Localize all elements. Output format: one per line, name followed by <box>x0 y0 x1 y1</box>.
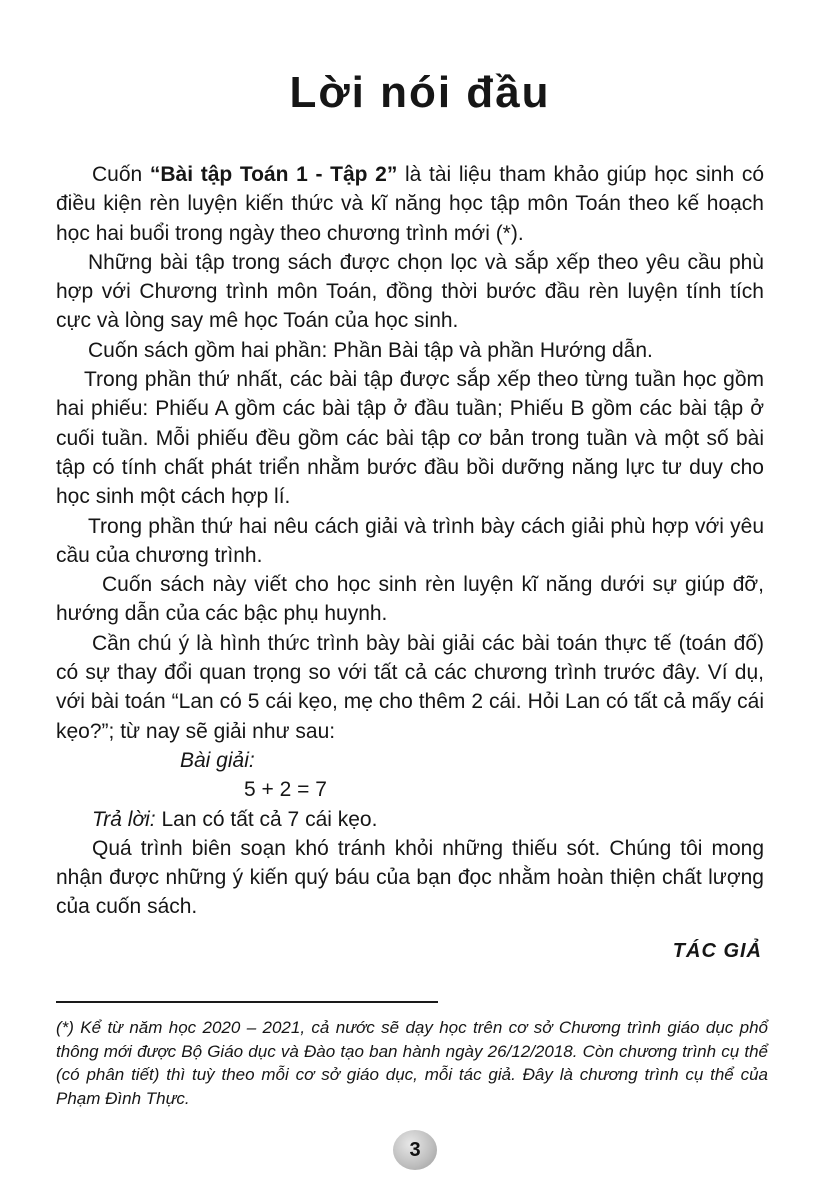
author-signature: TÁC GIẢ <box>672 940 762 962</box>
paragraph-example: Cần chú ý là hình thức trình bày bài giải các bài toán thực tế (toán đố) có sự thay đổi quan trọng so với tất cả các chương trình trước đây. Ví dụ, với bài toán “Lan có 5 cái kẹo, mẹ cho thêm 2 cái. Hỏi Lan có tất cả mấy cái kẹo?”; từ nay sẽ giải như sau: <box>56 631 764 743</box>
paragraph-part-two: Trong phần thứ hai nêu cách giải và trình bày cách giải phù hợp với yêu cầu của chương trình. <box>56 514 764 567</box>
answer-label: Trả lời: <box>92 807 156 831</box>
paragraph-closing: Quá trình biên soạn khó tránh khỏi những thiếu sót. Chúng tôi mong nhận được những ý kiến quý báu của bạn đọc nhằm hoàn thiện chất lượng của cuốn sách. <box>56 836 764 919</box>
paragraph-part-one: Trong phần thứ nhất, các bài tập được sắp xếp theo từng tuần học gồm hai phiếu: Phiếu A gồm các bài tập ở đầu tuần; Phiếu B gồm các bài tập ở cuối tuần. Mỗi phiếu đều gồm các bài tập cơ bản trong tuần và một số bài tập có tính chất phát triển nhằm bước đầu bồi dưỡng năng lực tư duy cho học sinh một cách hợp lí. <box>56 368 764 509</box>
footnote: (*) Kể từ năm học 2020 – 2021, cả nước sẽ dạy học trên cơ sở Chương trình giáo dục phổ thông mới được Bộ Giáo dục và Đào tạo ban hành ngày 26/12/2018. Còn chương trình cụ thể (có phân tiết) thì tuỳ theo mỗi cơ sở giáo dục, mỗi tác giả. Đây là chương trình cụ thể của Phạm Đình Thực. <box>56 1018 768 1108</box>
intro-pre: Cuốn <box>92 163 150 186</box>
footnote-divider <box>56 1001 438 1003</box>
solution-answer <box>56 805 764 834</box>
paragraph-audience: Cuốn sách này viết cho học sinh rèn luyện kĩ năng dưới sự giúp đỡ, hướng dẫn của các bậc phụ huynh. <box>56 573 764 626</box>
solution-label: Bài giải: <box>180 748 255 772</box>
page-number-badge <box>393 1130 437 1170</box>
page-title: Lời nói đầu <box>289 68 551 117</box>
solution-equation: 5 + 2 = 7 <box>244 778 327 802</box>
paragraph-structure: Cuốn sách gồm hai phần: Phần Bài tập và phần Hướng dẫn. <box>88 338 653 362</box>
intro-paragraph <box>56 160 764 248</box>
page-number: 3 <box>409 1138 421 1161</box>
intro-post: là tài liệu tham khảo giúp học sinh có điều kiện rèn luyện kiến thức và kĩ năng học tập môn Toán theo kế hoạch học hai buổi trong ngày theo chương trình mới (*). <box>56 163 764 245</box>
paragraph-selection: Những bài tập trong sách được chọn lọc và sắp xếp theo yêu cầu phù hợp với Chương trình môn Toán, đồng thời bước đầu rèn luyện tính tích cực và lòng say mê học Toán của học sinh. <box>56 250 764 333</box>
book-title: “Bài tập Toán 1 - Tập 2” <box>149 163 398 186</box>
answer-text: Lan có tất cả 7 cái kẹo. <box>155 807 378 831</box>
preface-body <box>56 160 764 922</box>
